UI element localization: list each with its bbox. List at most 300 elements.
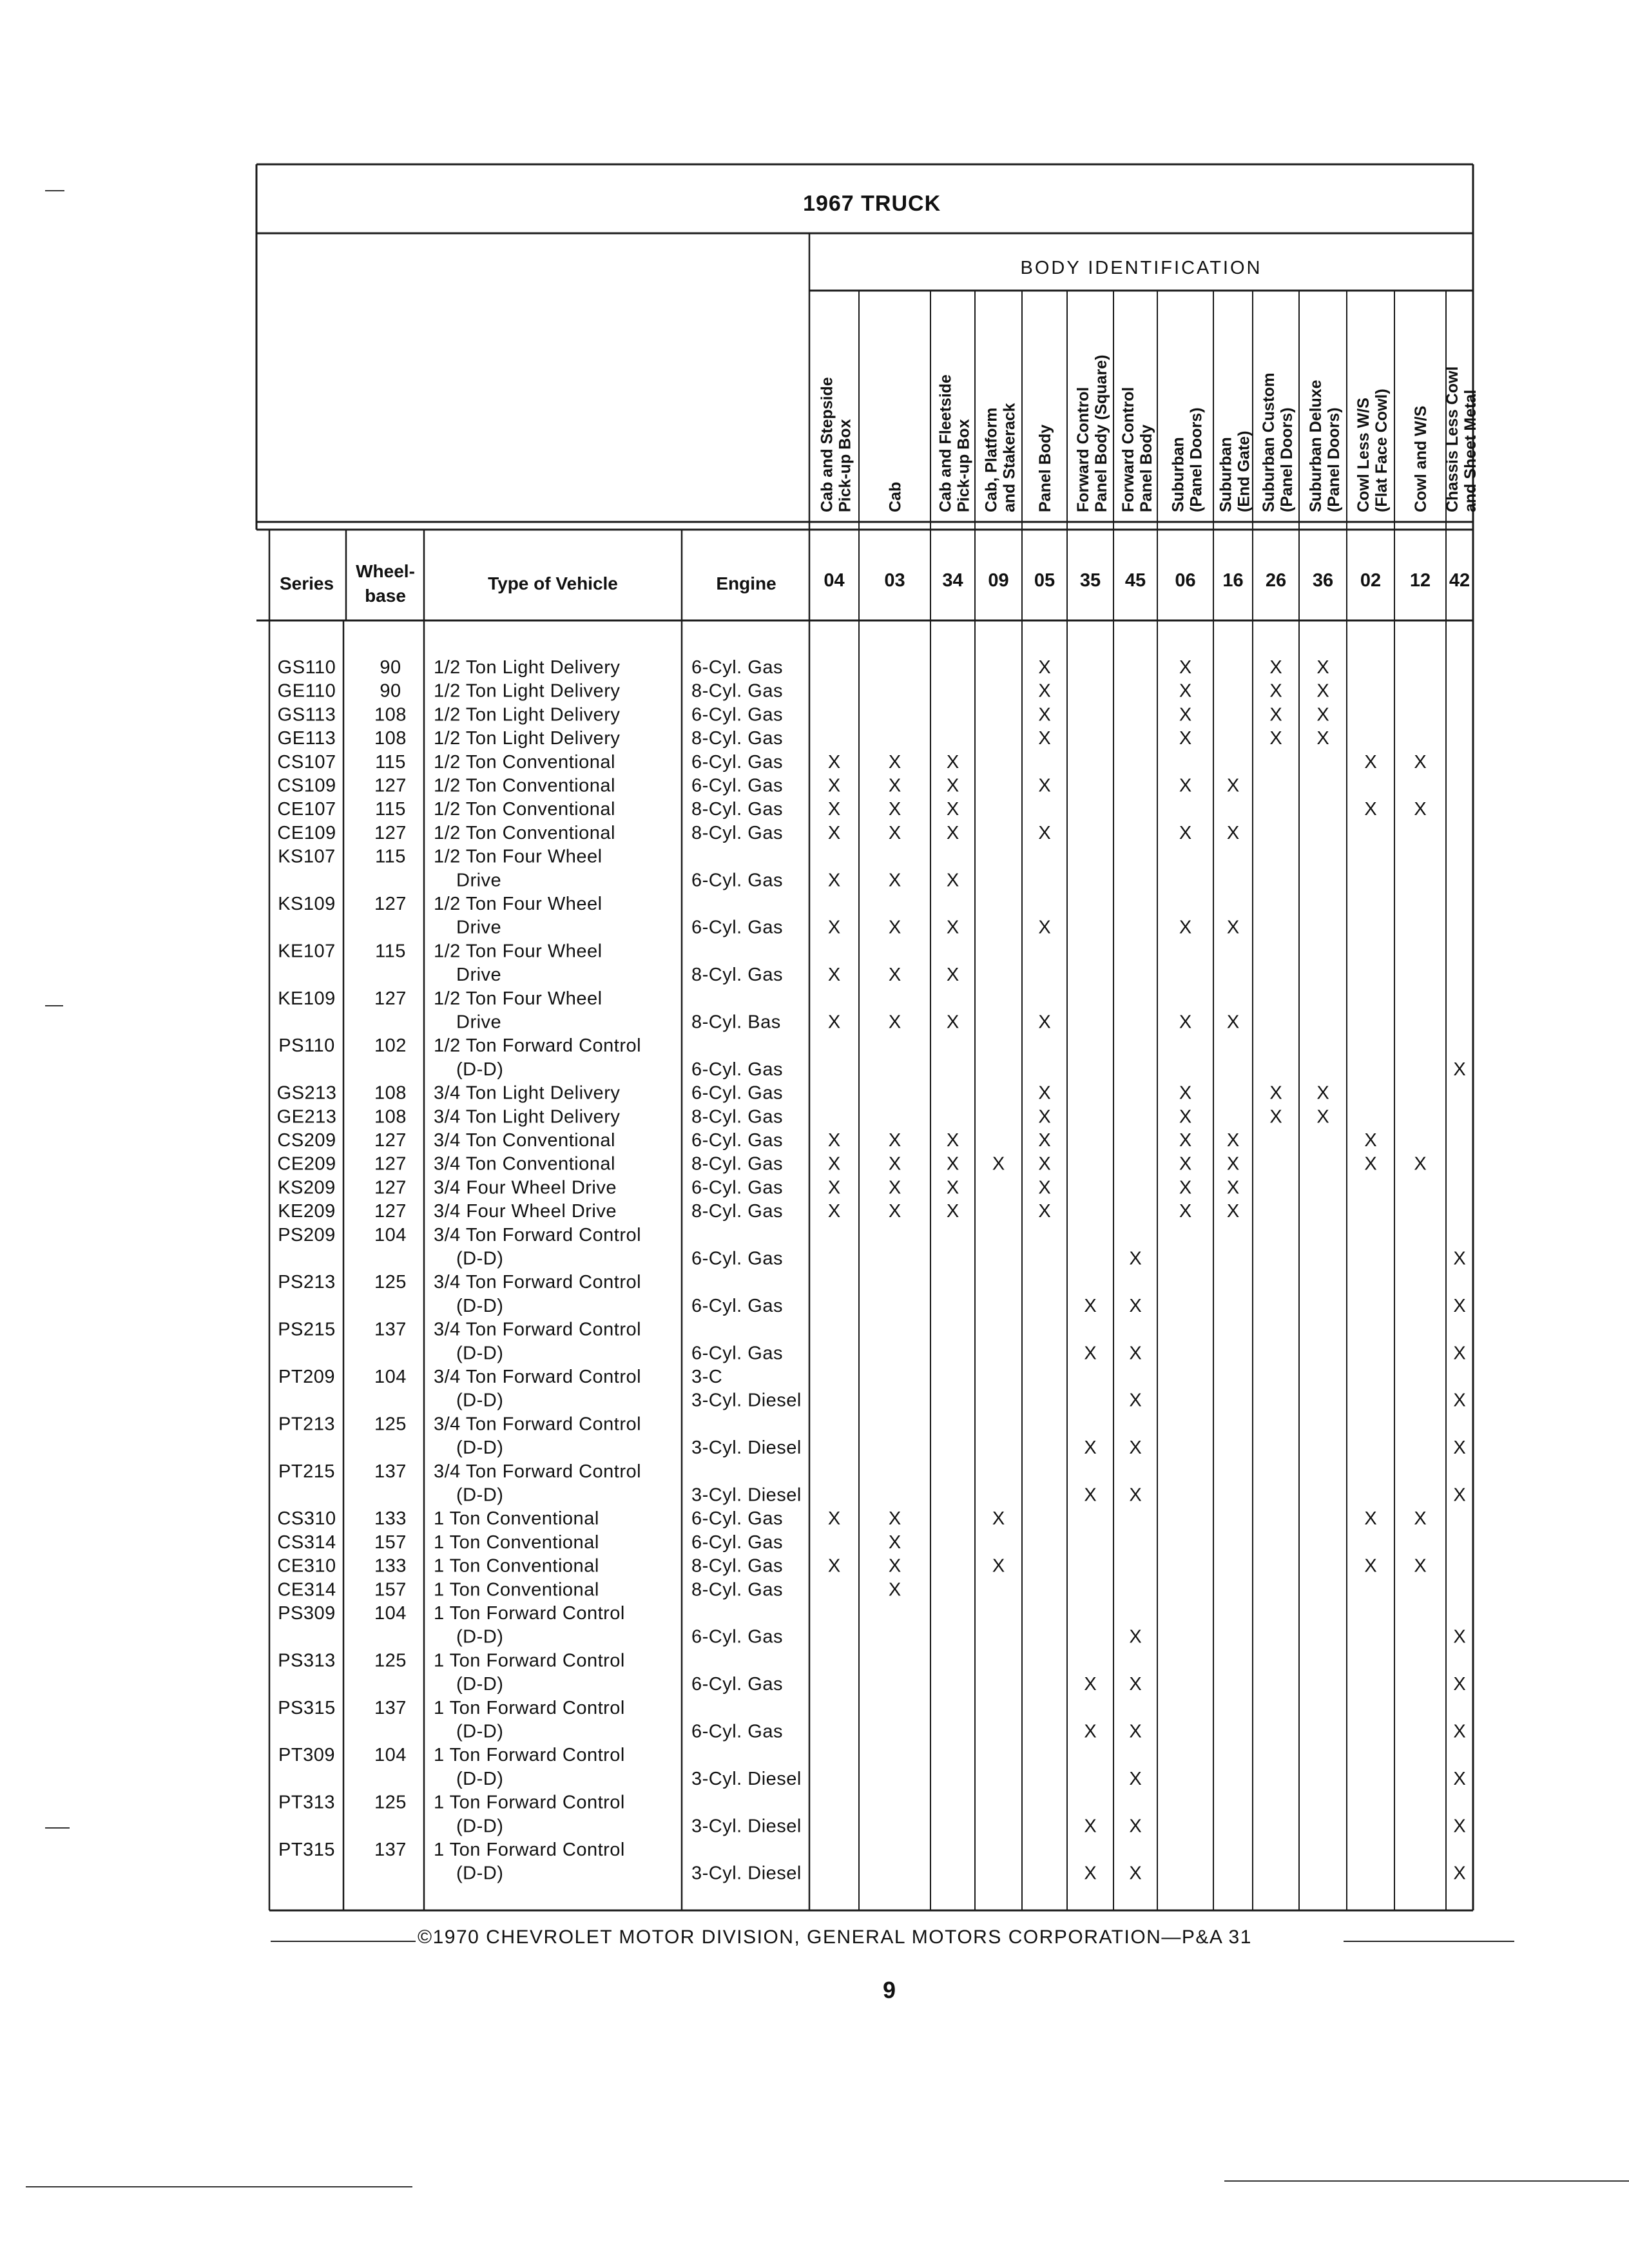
engine-cell: 6-Cyl. Gas xyxy=(691,1082,783,1104)
scan-mark xyxy=(45,190,64,191)
body-type-label: (End Gate) xyxy=(1235,430,1253,512)
wheelbase-cell: 127 xyxy=(374,1153,407,1175)
vehicle-type-cell: 1/2 Ton Conventional xyxy=(434,775,615,796)
series-cell: KS209 xyxy=(278,1177,336,1198)
vehicle-type-cell: 1 Ton Forward Control xyxy=(434,1603,625,1624)
wheelbase-cell: 125 xyxy=(374,1272,407,1293)
engine-cell: 3-Cyl. Diesel xyxy=(691,1816,802,1837)
mark-x: X xyxy=(827,1130,841,1151)
mark-x: X xyxy=(1316,657,1329,678)
mark-x: X xyxy=(1179,704,1192,726)
wheelbase-cell: 115 xyxy=(375,799,406,820)
vehicle-type-cell: (D-D) xyxy=(456,1626,504,1648)
mark-x: X xyxy=(1453,1721,1466,1742)
engine-cell: 8-Cyl. Gas xyxy=(691,680,783,702)
series-cell: PS315 xyxy=(278,1697,336,1718)
mark-x: X xyxy=(1038,917,1051,938)
series-cell: KS109 xyxy=(278,894,336,914)
vehicle-type-cell: 1 Ton Forward Control xyxy=(434,1745,625,1766)
body-type-label: (Panel Doors) xyxy=(1278,407,1296,512)
engine-cell: 6-Cyl. Gas xyxy=(691,1295,783,1316)
vehicle-type-cell: 1/2 Ton Conventional xyxy=(434,751,615,773)
wheelbase-cell: 125 xyxy=(374,1650,407,1671)
body-code-header: 12 xyxy=(1409,570,1431,591)
wheelbase-cell: 137 xyxy=(374,1319,407,1340)
mark-x: X xyxy=(1453,1626,1466,1648)
mark-x: X xyxy=(1364,799,1377,820)
engine-cell: 8-Cyl. Gas xyxy=(691,799,783,820)
engine-cell: 3-Cyl. Diesel xyxy=(691,1768,802,1789)
mark-x: X xyxy=(888,1012,901,1033)
engine-cell: 8-Cyl. Gas xyxy=(691,1201,783,1222)
series-cell: CE314 xyxy=(277,1579,336,1600)
body-type-label: Cab and Stepside xyxy=(818,377,836,512)
mark-x: X xyxy=(1316,1106,1329,1128)
engine-cell: 8-Cyl. Bas xyxy=(691,1012,781,1033)
engine-cell: 8-Cyl. Gas xyxy=(691,965,783,986)
mark-x: X xyxy=(1038,1201,1051,1222)
mark-x: X xyxy=(1129,1248,1142,1269)
mark-x: X xyxy=(1084,1721,1097,1742)
body-type-label: Cowl and W/S xyxy=(1412,405,1430,512)
mark-x: X xyxy=(1129,1674,1142,1695)
mark-x: X xyxy=(1129,1485,1142,1506)
mark-x: X xyxy=(1269,704,1282,726)
mark-x: X xyxy=(888,1508,901,1530)
mark-x: X xyxy=(1179,1130,1192,1151)
series-cell: GE110 xyxy=(277,680,336,702)
series-cell: PT315 xyxy=(278,1840,335,1860)
mark-x: X xyxy=(1269,1106,1282,1128)
series-cell: PT309 xyxy=(278,1745,335,1766)
wheelbase-cell: 125 xyxy=(374,1792,407,1813)
series-cell: PS309 xyxy=(278,1603,336,1624)
body-code-header: 06 xyxy=(1175,570,1196,591)
footer-text: ©1970 CHEVROLET MOTOR DIVISION, GENERAL MOTORS CORPORATION—P&A 31 xyxy=(418,1927,1252,1948)
mark-x: X xyxy=(1226,1012,1240,1033)
vehicle-type-cell: 1/2 Ton Four Wheel xyxy=(434,941,602,962)
series-cell: PS110 xyxy=(278,1035,335,1057)
mark-x: X xyxy=(827,1555,841,1577)
mark-x: X xyxy=(827,799,841,820)
engine-cell: 8-Cyl. Gas xyxy=(691,1106,783,1128)
mark-x: X xyxy=(1453,1059,1466,1080)
mark-x: X xyxy=(946,965,959,986)
body-code-header: 02 xyxy=(1360,570,1382,591)
series-cell: CE107 xyxy=(277,799,336,820)
vehicle-type-cell: 1/2 Ton Forward Control xyxy=(434,1035,642,1057)
wheelbase-header: base xyxy=(365,586,406,606)
wheelbase-cell: 104 xyxy=(374,1745,407,1766)
engine-cell: 3-Cyl. Diesel xyxy=(691,1390,802,1411)
series-header: Series xyxy=(279,573,334,593)
body-code-header: 09 xyxy=(988,570,1009,591)
wheelbase-cell: 104 xyxy=(374,1603,407,1624)
series-cell: CS109 xyxy=(277,775,336,796)
mark-x: X xyxy=(1129,1437,1142,1459)
mark-x: X xyxy=(827,965,841,986)
body-type-label: and Sheet Metal xyxy=(1461,389,1480,512)
wheelbase-header: Wheel- xyxy=(356,561,415,581)
wheelbase-cell: 115 xyxy=(375,941,406,962)
mark-x: X xyxy=(827,1153,841,1175)
engine-cell: 6-Cyl. Gas xyxy=(691,751,783,773)
series-cell: CS209 xyxy=(277,1130,336,1151)
vehicle-type-cell: 1/2 Ton Conventional xyxy=(434,822,615,843)
mark-x: X xyxy=(992,1508,1005,1530)
vehicle-type-cell: (D-D) xyxy=(456,1816,504,1837)
engine-cell: 6-Cyl. Gas xyxy=(691,1130,783,1151)
engine-cell: 6-Cyl. Gas xyxy=(691,870,783,891)
engine-cell: 8-Cyl. Gas xyxy=(691,728,783,749)
vehicle-type-cell: (D-D) xyxy=(456,1343,504,1364)
series-cell: PT209 xyxy=(278,1367,335,1387)
mark-x: X xyxy=(888,1177,901,1198)
mark-x: X xyxy=(827,870,841,891)
wheelbase-cell: 137 xyxy=(374,1840,407,1860)
vehicle-type-cell: 3/4 Four Wheel Drive xyxy=(434,1201,617,1222)
mark-x: X xyxy=(1179,680,1192,702)
mark-x: X xyxy=(1084,1437,1097,1459)
mark-x: X xyxy=(888,870,901,891)
mark-x: X xyxy=(888,917,901,938)
body-type-label: Cab and Fleetside xyxy=(936,374,955,512)
wheelbase-cell: 137 xyxy=(374,1697,407,1718)
mark-x: X xyxy=(992,1555,1005,1577)
mark-x: X xyxy=(1269,1082,1282,1104)
series-cell: KS107 xyxy=(278,846,336,867)
mark-x: X xyxy=(1084,1863,1097,1884)
mark-x: X xyxy=(827,1201,841,1222)
vehicle-type-cell: 1/2 Ton Light Delivery xyxy=(434,728,621,749)
mark-x: X xyxy=(1453,1390,1466,1411)
mark-x: X xyxy=(1453,1295,1466,1316)
body-type-label: (Panel Doors) xyxy=(1187,407,1206,512)
mark-x: X xyxy=(1316,1082,1329,1104)
vehicle-type-cell: 1/2 Ton Conventional xyxy=(434,799,615,820)
mark-x: X xyxy=(827,751,841,773)
engine-cell: 3-C xyxy=(691,1367,723,1387)
engine-cell: 6-Cyl. Gas xyxy=(691,704,783,726)
body-type-label: Suburban Deluxe xyxy=(1307,380,1325,512)
vehicle-type-cell: 3/4 Ton Light Delivery xyxy=(434,1082,621,1104)
mark-x: X xyxy=(1084,1485,1097,1506)
mark-x: X xyxy=(1364,751,1377,773)
mark-x: X xyxy=(1414,799,1427,820)
body-type-label: Forward Control xyxy=(1074,387,1092,512)
body-type-label: Panel Body xyxy=(1137,424,1155,512)
engine-cell: 6-Cyl. Gas xyxy=(691,1721,783,1742)
body-type-label: (Flat Face Cowl) xyxy=(1373,389,1391,512)
mark-x: X xyxy=(1226,1177,1240,1198)
vehicle-type-cell: 1 Ton Forward Control xyxy=(434,1697,625,1718)
mark-x: X xyxy=(1453,1248,1466,1269)
scan-mark xyxy=(1224,2180,1629,2182)
body-code-header: 35 xyxy=(1079,570,1101,591)
mark-x: X xyxy=(888,965,901,986)
series-cell: CE209 xyxy=(277,1153,336,1175)
vehicle-type-cell: 1/2 Ton Four Wheel xyxy=(434,988,602,1009)
mark-x: X xyxy=(992,1153,1005,1175)
body-code-header: 04 xyxy=(824,570,845,591)
vehicle-type-cell: (D-D) xyxy=(456,1059,504,1080)
vehicle-type-cell: 3/4 Ton Light Delivery xyxy=(434,1106,621,1128)
mark-x: X xyxy=(1038,1106,1051,1128)
mark-x: X xyxy=(888,1532,901,1553)
vehicle-type-cell: 1 Ton Conventional xyxy=(434,1555,599,1577)
mark-x: X xyxy=(888,1555,901,1577)
mark-x: X xyxy=(1038,1012,1051,1033)
mark-x: X xyxy=(1226,775,1240,796)
series-cell: PS313 xyxy=(278,1650,336,1671)
engine-cell: 3-Cyl. Diesel xyxy=(691,1485,802,1506)
mark-x: X xyxy=(1038,728,1051,749)
wheelbase-cell: 127 xyxy=(374,1130,407,1151)
body-code-header: 34 xyxy=(942,570,963,591)
series-cell: GE113 xyxy=(277,728,336,749)
mark-x: X xyxy=(888,1153,901,1175)
mark-x: X xyxy=(827,1508,841,1530)
vehicle-type-cell: 1 Ton Conventional xyxy=(434,1532,599,1553)
body-code-header: 36 xyxy=(1312,570,1334,591)
mark-x: X xyxy=(1364,1555,1377,1577)
engine-cell: 6-Cyl. Gas xyxy=(691,917,783,938)
engine-cell: 8-Cyl. Gas xyxy=(691,1153,783,1175)
mark-x: X xyxy=(888,751,901,773)
vehicle-type-cell: Drive xyxy=(456,870,502,891)
mark-x: X xyxy=(888,1579,901,1600)
series-cell: KE209 xyxy=(278,1201,336,1222)
mark-x: X xyxy=(1269,728,1282,749)
mark-x: X xyxy=(1038,680,1051,702)
wheelbase-cell: 133 xyxy=(374,1555,407,1577)
mark-x: X xyxy=(1129,1816,1142,1837)
body-type-label: Suburban xyxy=(1169,437,1188,512)
mark-x: X xyxy=(946,917,959,938)
body-type-label: Cab, Platform xyxy=(982,407,1001,512)
vehicle-type-cell: 3/4 Ton Forward Control xyxy=(434,1319,642,1340)
vehicle-type-cell: Drive xyxy=(456,1012,502,1033)
series-cell: CS314 xyxy=(277,1532,336,1553)
mark-x: X xyxy=(888,799,901,820)
body-code-header: 26 xyxy=(1265,570,1287,591)
vehicle-type-cell: 3/4 Ton Conventional xyxy=(434,1153,615,1175)
mark-x: X xyxy=(1129,1863,1142,1884)
series-cell: CE310 xyxy=(277,1555,336,1577)
mark-x: X xyxy=(1084,1295,1097,1316)
mark-x: X xyxy=(1364,1130,1377,1151)
series-cell: GE213 xyxy=(276,1106,337,1128)
engine-cell: 6-Cyl. Gas xyxy=(691,775,783,796)
mark-x: X xyxy=(1179,775,1192,796)
mark-x: X xyxy=(827,917,841,938)
series-cell: CS107 xyxy=(277,751,336,773)
table-grid xyxy=(256,164,1480,1910)
mark-x: X xyxy=(1226,822,1240,843)
wheelbase-cell: 127 xyxy=(374,1201,407,1222)
vehicle-type-cell: 3/4 Ton Forward Control xyxy=(434,1414,642,1435)
copyright-footer xyxy=(271,1927,1514,1952)
vehicle-body-table xyxy=(256,164,1480,1910)
mark-x: X xyxy=(1038,1177,1051,1198)
engine-cell: 6-Cyl. Gas xyxy=(691,1343,783,1364)
mark-x: X xyxy=(1269,680,1282,702)
type-header: Type of Vehicle xyxy=(488,573,618,593)
mark-x: X xyxy=(1316,680,1329,702)
series-cell: PT213 xyxy=(278,1414,335,1435)
body-type-label: Cowl Less W/S xyxy=(1354,398,1373,512)
wheelbase-cell: 108 xyxy=(374,1106,407,1128)
footer-rule-right xyxy=(1344,1941,1514,1942)
mark-x: X xyxy=(1179,1012,1192,1033)
mark-x: X xyxy=(1226,1201,1240,1222)
mark-x: X xyxy=(1453,1674,1466,1695)
body-type-label: Pick-up Box xyxy=(954,419,973,512)
body-type-label: Panel Body xyxy=(1036,424,1054,512)
mark-x: X xyxy=(1179,1201,1192,1222)
series-cell: PT313 xyxy=(278,1792,335,1813)
vehicle-type-cell: 3/4 Ton Forward Control xyxy=(434,1461,642,1482)
table-title: 1967 TRUCK xyxy=(803,191,941,216)
body-type-label: and Stakerack xyxy=(1000,403,1019,512)
scan-mark xyxy=(45,1827,70,1829)
mark-x: X xyxy=(1179,822,1192,843)
body-code-header: 16 xyxy=(1222,570,1244,591)
mark-x: X xyxy=(1453,1485,1466,1506)
engine-cell: 6-Cyl. Gas xyxy=(691,1674,783,1695)
mark-x: X xyxy=(1129,1768,1142,1789)
body-type-label: (Panel Doors) xyxy=(1325,407,1343,512)
body-code-header: 45 xyxy=(1124,570,1146,591)
series-cell: CE109 xyxy=(277,822,336,843)
mark-x: X xyxy=(1084,1816,1097,1837)
vehicle-type-cell: 1 Ton Forward Control xyxy=(434,1792,625,1813)
mark-x: X xyxy=(946,751,959,773)
mark-x: X xyxy=(1179,657,1192,678)
series-cell: GS213 xyxy=(276,1082,337,1104)
wheelbase-cell: 90 xyxy=(380,657,401,678)
wheelbase-cell: 157 xyxy=(374,1579,407,1600)
scan-mark xyxy=(26,2186,412,2187)
mark-x: X xyxy=(946,1153,959,1175)
mark-x: X xyxy=(827,1012,841,1033)
mark-x: X xyxy=(946,1177,959,1198)
body-type-label: Suburban xyxy=(1217,437,1235,512)
series-cell: CS310 xyxy=(277,1508,336,1530)
mark-x: X xyxy=(1269,657,1282,678)
wheelbase-cell: 127 xyxy=(374,775,407,796)
wheelbase-cell: 90 xyxy=(380,680,401,702)
engine-cell: 8-Cyl. Gas xyxy=(691,822,783,843)
page-number: 9 xyxy=(883,1977,896,2003)
mark-x: X xyxy=(1414,1153,1427,1175)
mark-x: X xyxy=(1453,1816,1466,1837)
mark-x: X xyxy=(946,822,959,843)
mark-x: X xyxy=(1038,775,1051,796)
mark-x: X xyxy=(1364,1508,1377,1530)
vehicle-type-cell: 1/2 Ton Four Wheel xyxy=(434,846,602,867)
body-type-label: Suburban Custom xyxy=(1260,372,1278,512)
mark-x: X xyxy=(1084,1343,1097,1364)
vehicle-type-cell: (D-D) xyxy=(456,1485,504,1506)
wheelbase-cell: 108 xyxy=(374,728,407,749)
engine-cell: 6-Cyl. Gas xyxy=(691,1177,783,1198)
mark-x: X xyxy=(827,775,841,796)
engine-header: Engine xyxy=(716,573,776,593)
mark-x: X xyxy=(946,870,959,891)
wheelbase-cell: 127 xyxy=(374,1177,407,1198)
mark-x: X xyxy=(827,822,841,843)
wheelbase-cell: 104 xyxy=(374,1224,407,1245)
mark-x: X xyxy=(827,1177,841,1198)
vehicle-type-cell: (D-D) xyxy=(456,1674,504,1695)
mark-x: X xyxy=(1038,704,1051,726)
series-cell: KE109 xyxy=(278,988,336,1009)
mark-x: X xyxy=(1316,704,1329,726)
vehicle-type-cell: 1 Ton Conventional xyxy=(434,1508,599,1530)
vehicle-type-cell: (D-D) xyxy=(456,1863,504,1884)
mark-x: X xyxy=(1179,1177,1192,1198)
mark-x: X xyxy=(1129,1390,1142,1411)
body-identification-label: BODY IDENTIFICATION xyxy=(1020,258,1262,278)
mark-x: X xyxy=(1453,1343,1466,1364)
mark-x: X xyxy=(1038,1082,1051,1104)
mark-x: X xyxy=(1414,1555,1427,1577)
engine-cell: 6-Cyl. Gas xyxy=(691,1508,783,1530)
wheelbase-cell: 102 xyxy=(374,1035,407,1057)
mark-x: X xyxy=(946,799,959,820)
mark-x: X xyxy=(1453,1863,1466,1884)
vehicle-type-cell: 3/4 Four Wheel Drive xyxy=(434,1177,617,1198)
series-cell: PS213 xyxy=(278,1272,336,1293)
vehicle-type-cell: 1/2 Ton Light Delivery xyxy=(434,680,621,702)
body-type-label: Cab xyxy=(886,481,905,512)
vehicle-type-cell: 3/4 Ton Conventional xyxy=(434,1130,615,1151)
series-cell: PT215 xyxy=(278,1461,335,1482)
vehicle-type-cell: 1 Ton Forward Control xyxy=(434,1840,625,1860)
mark-x: X xyxy=(1129,1626,1142,1648)
engine-cell: 6-Cyl. Gas xyxy=(691,1626,783,1648)
mark-x: X xyxy=(1129,1721,1142,1742)
wheelbase-cell: 115 xyxy=(375,751,406,773)
mark-x: X xyxy=(1453,1768,1466,1789)
vehicle-type-cell: 1/2 Ton Light Delivery xyxy=(434,704,621,726)
engine-cell: 3-Cyl. Diesel xyxy=(691,1437,802,1459)
mark-x: X xyxy=(946,775,959,796)
series-cell: KE107 xyxy=(278,941,336,962)
engine-cell: 6-Cyl. Gas xyxy=(691,1532,783,1553)
mark-x: X xyxy=(946,1130,959,1151)
mark-x: X xyxy=(946,1201,959,1222)
mark-x: X xyxy=(1453,1437,1466,1459)
vehicle-type-cell: 3/4 Ton Forward Control xyxy=(434,1224,642,1245)
mark-x: X xyxy=(1038,822,1051,843)
mark-x: X xyxy=(888,1201,901,1222)
wheelbase-cell: 108 xyxy=(374,704,407,726)
series-cell: GS113 xyxy=(277,704,336,726)
wheelbase-cell: 125 xyxy=(374,1414,407,1435)
vehicle-type-cell: 3/4 Ton Forward Control xyxy=(434,1272,642,1293)
body-type-label: Forward Control xyxy=(1119,387,1137,512)
wheelbase-cell: 115 xyxy=(375,846,406,867)
footer-rule-left xyxy=(271,1941,416,1942)
wheelbase-cell: 108 xyxy=(374,1082,407,1104)
mark-x: X xyxy=(1414,1508,1427,1530)
vehicle-type-cell: (D-D) xyxy=(456,1437,504,1459)
wheelbase-cell: 127 xyxy=(374,894,407,914)
mark-x: X xyxy=(1316,728,1329,749)
mark-x: X xyxy=(1038,657,1051,678)
